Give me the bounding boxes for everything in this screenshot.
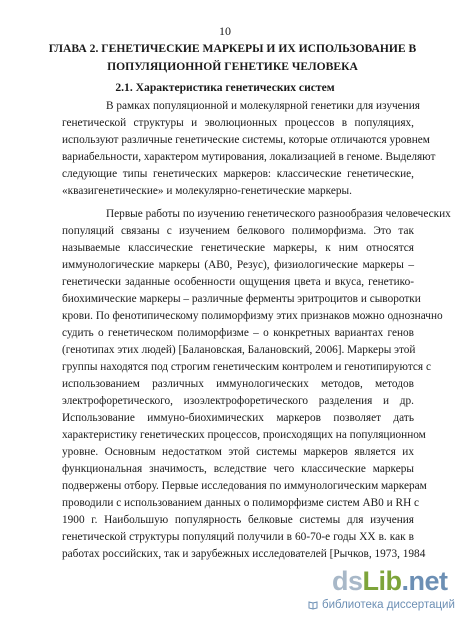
page-number: 10: [219, 24, 231, 38]
section-title: 2.1. Характеристика генетических систем: [115, 81, 335, 94]
text-line: проводили с использованием данных о полиморфизме систем АВ0 и RH с: [62, 497, 420, 509]
text-line: «квазигенетические» и молекулярно-генетические маркеры.: [62, 185, 352, 197]
text-line: работах российских, так и зарубежных исследователей [Рычков, 1973, 1984: [62, 548, 426, 560]
text-line: 1900 г. Наибольшую популярность белковые системы для изучения: [62, 514, 414, 526]
text-line: группы находятся под строгим генетическим контролем и генотипируются с: [62, 361, 431, 373]
watermark-caption: библиотека диссертаций: [322, 599, 455, 611]
text-line: Использование иммуно-биохимических маркеров позволяет дать: [62, 412, 414, 424]
text-line: подвержены отбору. Первые исследования по иммунологическим маркерам: [62, 480, 427, 492]
book-icon: [308, 600, 318, 610]
logo-text-net: .net: [401, 566, 448, 596]
dslib-logo: [332, 566, 448, 596]
text-line: (генотипах этих людей) [Балановская, Балановский, 2006]. Маркеры этой: [62, 344, 416, 356]
text-line: следующие типы генетических маркеров: классические генетические,: [62, 168, 414, 180]
paragraph-2: [62, 206, 451, 563]
body-text: [62, 98, 451, 569]
text-line: функциональная значимость, вследствие чего классические маркеры: [62, 463, 414, 475]
text-line: вариабельности, характером мутирования, локализацией в геноме. Выделяют: [62, 151, 436, 163]
text-line: генетически заданные особенности ощущения цвета и вкуса, генетико-: [62, 276, 414, 288]
text-line: используют различные генетические системы, которые отличаются уровнем: [62, 134, 430, 146]
text-line: электрофоретического, изоэлектрофоретического разделения и др.: [62, 395, 414, 407]
logo-text-lib: Lib: [362, 566, 402, 596]
text-line: крови. По фенотипическому полиморфизму этих признаков можно однозначно: [62, 310, 443, 322]
dslib-watermark[interactable]: [308, 566, 455, 616]
text-line: называемые классические генетические маркеры, к ним относятся: [62, 242, 414, 254]
chapter-title-line: ГЛАВА 2. ГЕНЕТИЧЕСКИЕ МАРКЕРЫ И ИХ ИСПОЛЬЗОВАНИЕ В: [48, 42, 417, 55]
chapter-title: [40, 40, 425, 76]
text-line: характеристику генетических процессов, происходящих на популяционном: [62, 429, 426, 441]
text-line: иммунологические маркеры (АВ0, Резус), физиологические маркеры –: [62, 259, 414, 271]
text-line: уровне. Основным недостатком этой системы маркеров является их: [62, 446, 414, 458]
text-line: использованием различных иммунологических методов, методов: [62, 378, 414, 390]
logo-text-ds: ds: [332, 566, 363, 596]
text-line: биохимические маркеры – различные ферменты эритроцитов и сыворотки: [62, 293, 421, 305]
chapter-title-line: ПОПУЛЯЦИОННОЙ ГЕНЕТИКЕ ЧЕЛОВЕКА: [107, 60, 358, 73]
text-line: генетической структуры популяций получили в 60-70-е годы XX в. как в: [62, 531, 414, 543]
text-line: Первые работы по изучению генетического разнообразия человеческих: [106, 208, 451, 220]
paragraph-1: [62, 98, 436, 200]
text-line: судить о генетическом полиморфизме – о конкретных вариантах генов: [62, 327, 414, 339]
text-line: популяций связаны с изучением белкового полиморфизма. Это так: [62, 225, 414, 237]
text-line: В рамках популяционной и молекулярной генетики для изучения: [106, 100, 420, 112]
text-line: генетической структуры и эволюционных процессов в популяциях,: [62, 117, 414, 129]
